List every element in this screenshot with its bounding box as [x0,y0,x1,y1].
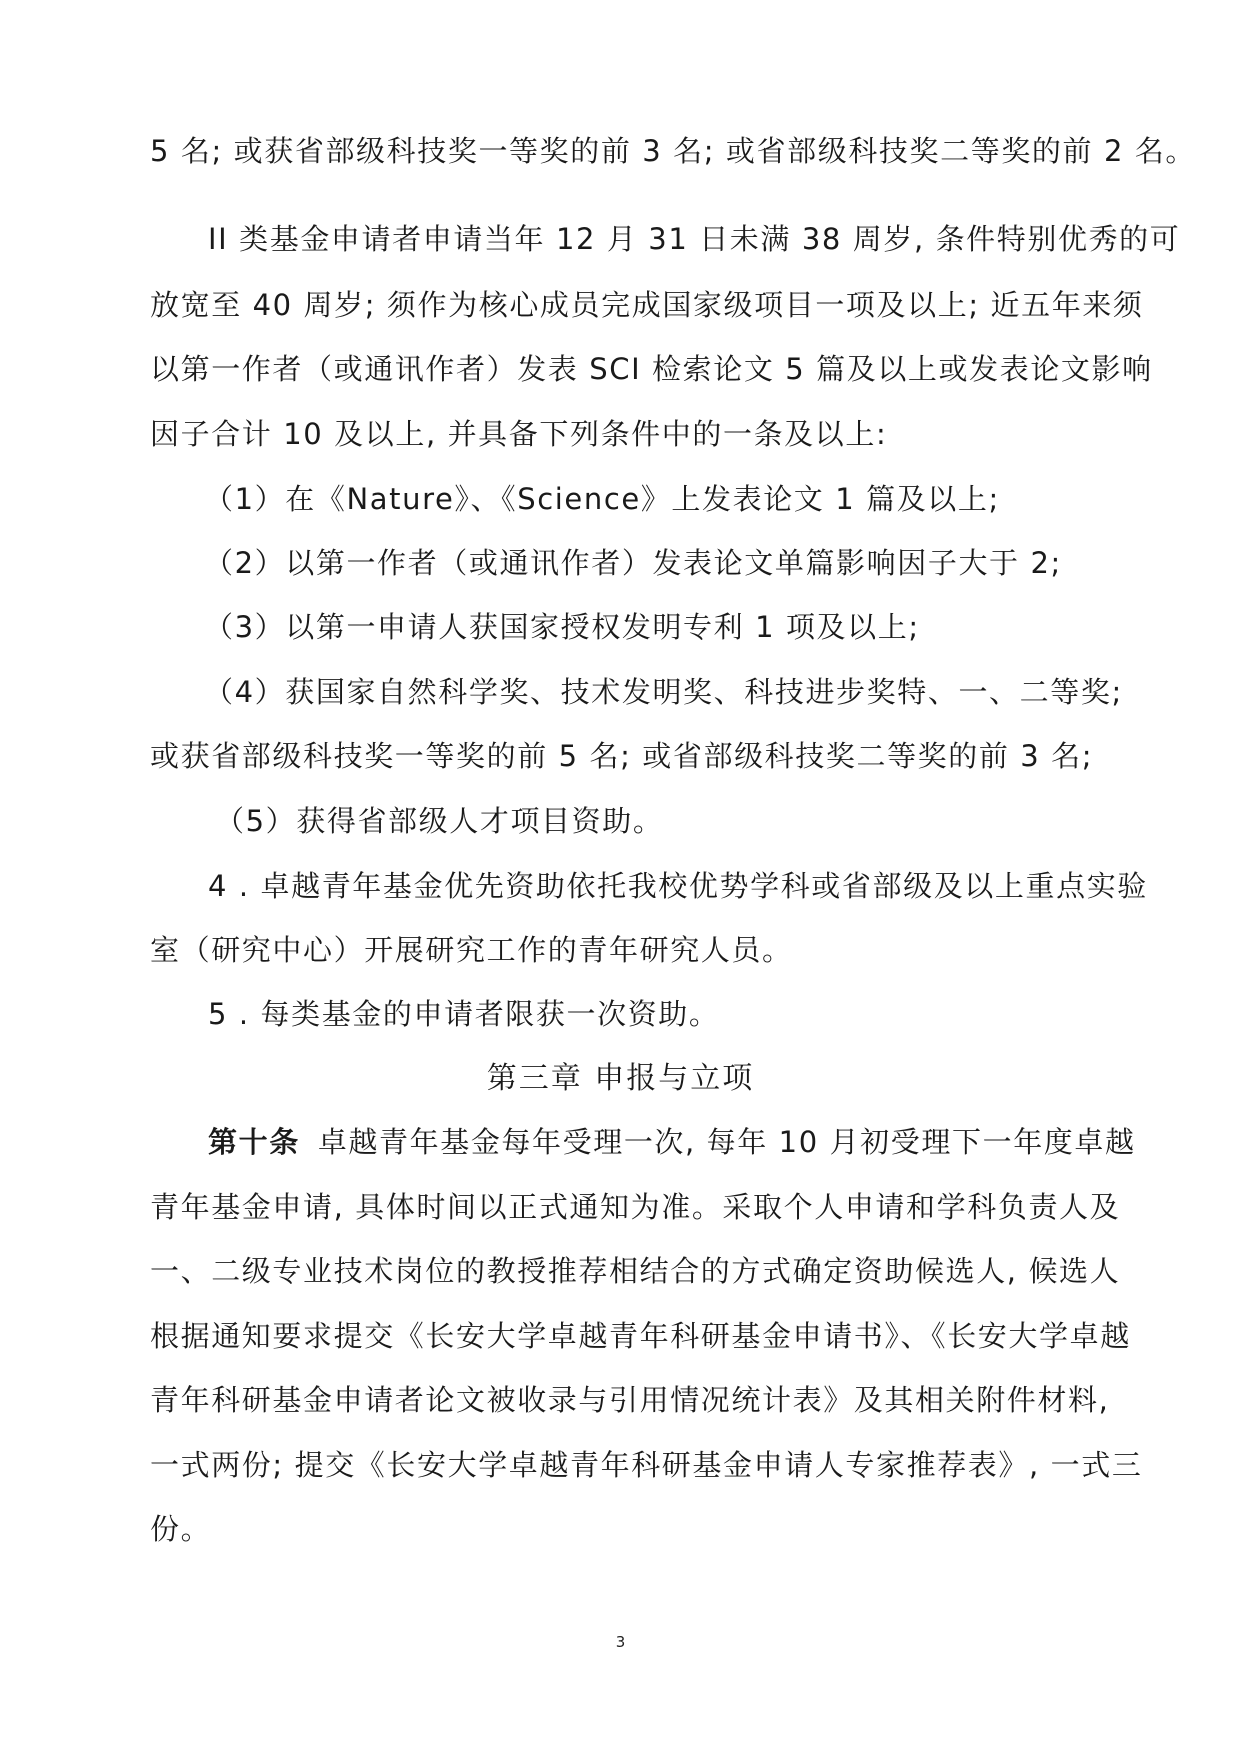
paragraph-item-4: 4 . 卓越青年基金优先资助依托我校优势学科或省部级及以上重点实验 [208,869,1148,903]
paragraph-line-4: 以第一作者（或通讯作者）发表 SCI 检索论文 5 篇及以上或发表论文影响 [150,352,1153,386]
article-line-5: 青年科研基金申请者论文被收录与引用情况统计表》及其相关附件材料, [150,1383,1110,1417]
paragraph-line-3: 放宽至 40 周岁; 须作为核心成员完成国家级项目一项及以上; 近五年来须 [150,288,1144,322]
paragraph-line-5: 因子合计 10 及以上, 并具备下列条件中的一条及以上: [150,417,888,451]
list-item-5: （5）获得省部级人才项目资助。 [215,804,664,838]
article-line-3: 一、二级专业技术岗位的教授推荐相结合的方式确定资助候选人, 候选人 [150,1254,1121,1288]
article-line-2: 青年基金申请, 具体时间以正式通知为准。采取个人申请和学科负责人及 [150,1190,1121,1224]
chapter-heading: 第三章 申报与立项 [486,1061,755,1096]
article-first-line [208,1122,1136,1162]
article-label: 第十条 [208,1125,300,1159]
list-item-2: （2）以第一作者（或通讯作者）发表论文单篇影响因子大于 2; [204,546,1062,580]
article-line-4: 根据通知要求提交《长安大学卓越青年科研基金申请书》、《长安大学卓越 [150,1319,1131,1353]
paragraph-line-2: II 类基金申请者申请当年 12 月 31 日未满 38 周岁, 条件特别优秀的可 [208,222,1181,256]
article-line-6: 一式两份; 提交《长安大学卓越青年科研基金申请人专家推荐表》, 一式三 [150,1448,1143,1482]
list-item-1: （1）在《Nature》、《Science》上发表论文 1 篇及以上; [204,482,1000,516]
list-item-3: （3）以第一申请人获国家授权发明专利 1 项及以上; [204,610,920,644]
list-item-4-continued: 或获省部级科技奖一等奖的前 5 名; 或省部级科技奖二等奖的前 3 名; [150,739,1094,773]
list-item-4: （4）获国家自然科学奖、技术发明奖、科技进步奖特、一、二等奖; [204,675,1123,709]
paragraph-item-5: 5 . 每类基金的申请者限获一次资助。 [208,997,720,1031]
page-number: 3 [615,1633,626,1651]
paragraph-item-4-continued: 室（研究中心）开展研究工作的青年研究人员。 [150,933,793,967]
article-line-7: 份。 [150,1512,212,1546]
article-first-line-text: 卓越青年基金每年受理一次, 每年 10 月初受理下一年度卓越 [317,1125,1136,1159]
paragraph-line-1: 5 名; 或获省部级科技奖一等奖的前 3 名; 或省部级科技奖二等奖的前 2 名。 [150,134,1197,168]
